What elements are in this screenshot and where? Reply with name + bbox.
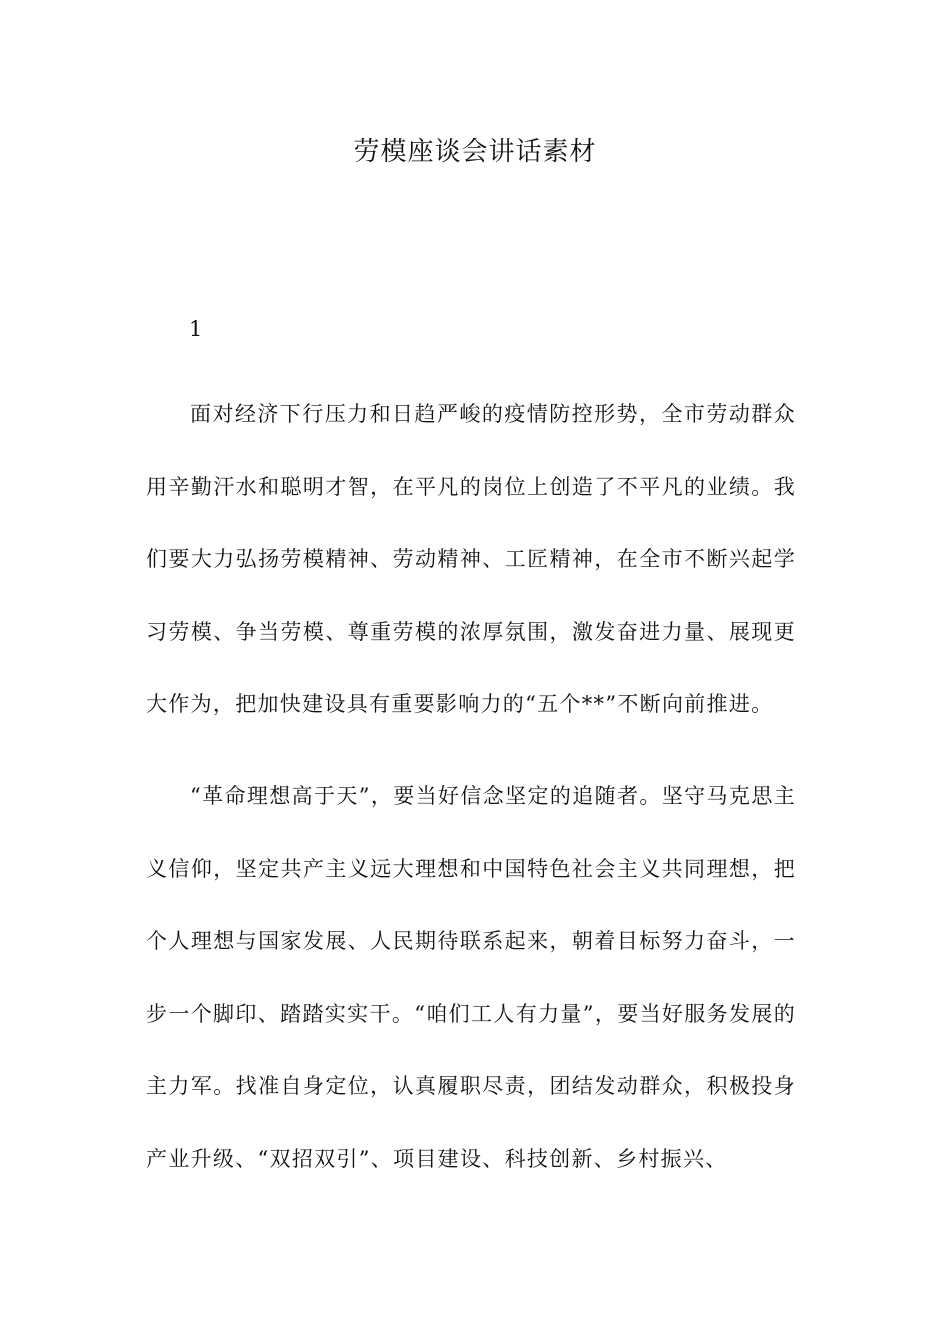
section-number: 1 [189,317,203,341]
body-paragraph: “革命理想高于天”，要当好信念坚定的追随者。坚守马克思主义信仰，坚定共产主义远大理想和中国特色社会主义共同理想，把个人理想与国家发展、人民期待联系起来，朝着目标努力奋斗，一步一个脚印、踏踏实实干。“咱们工人有力量”，要当好服务发展的主力军。找准自身定位，认真履职尽责，团结发动群众，积极投身产业升级、“双招双引”、项目建设、科技创新、乡村振兴、 [146,784,796,1171]
body-paragraph: 面对经济下行压力和日趋严峻的疫情防控形势，全市劳动群众用辛勤汗水和聪明才智，在平凡的岗位上创造了不平凡的业绩。我们要大力弘扬劳模精神、劳动精神、工匠精神，在全市不断兴起学习劳模、争当劳模、尊重劳模的浓厚氛围，激发奋进力量、展现更大作为，把加快建设具有重要影响力的“五个**”不断向前推进。 [146,402,796,716]
document-title: 劳模座谈会讲话素材 [353,137,597,167]
